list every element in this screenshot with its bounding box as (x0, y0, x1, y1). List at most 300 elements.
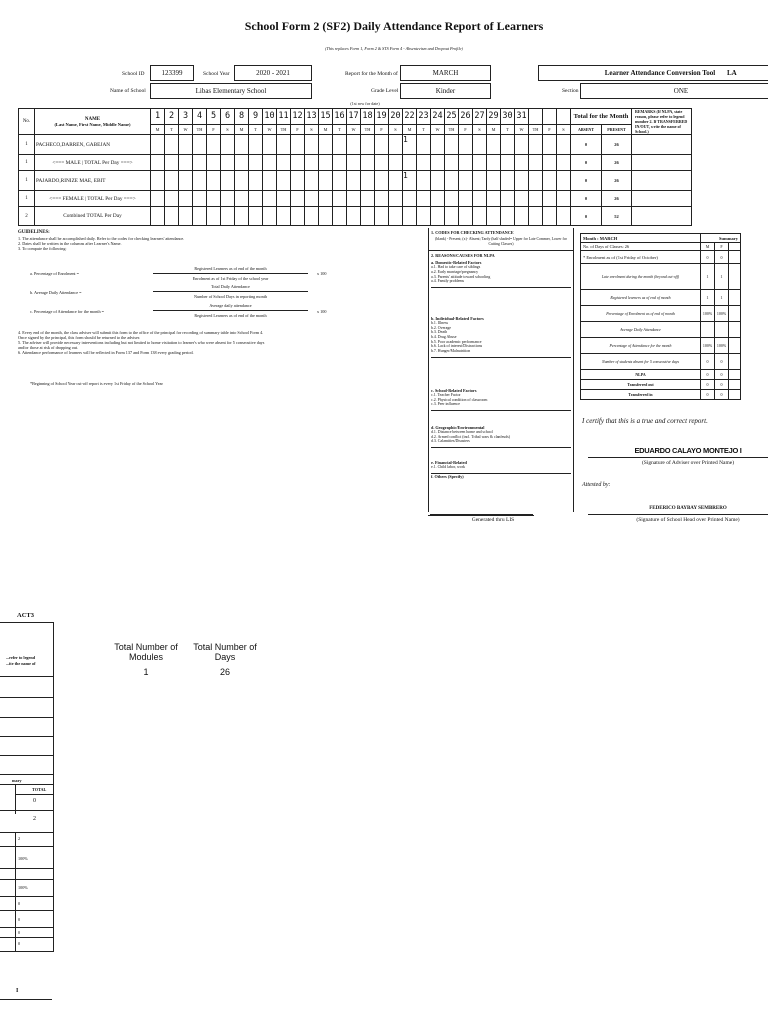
attendance-cell[interactable] (529, 207, 543, 226)
formula-a-label: a. Percentage of Enrolment = (30, 271, 79, 276)
attendance-cell[interactable] (375, 207, 389, 226)
learner-name: PAJARDO,RINIZE MAE, EBIT (35, 171, 151, 191)
attendance-cell[interactable] (431, 155, 445, 171)
attendance-cell[interactable] (389, 171, 403, 191)
grade-level-field: Kinder (400, 83, 491, 99)
summary-f-value: 0 (715, 370, 729, 380)
guideline-2: 2. Dates shall be written in the columns after Learner's Name. (18, 240, 122, 246)
attendance-cell[interactable] (529, 135, 543, 155)
attendance-cell[interactable] (515, 191, 529, 207)
attendance-cell[interactable] (529, 171, 543, 191)
day-header-6: 6 (221, 109, 235, 125)
table-row (19, 171, 692, 191)
attendance-cell[interactable] (151, 207, 165, 226)
summary-row (581, 380, 741, 390)
adviser-signature-label: (Signature of Adviser over Printed Name) (641, 460, 735, 466)
attendance-cell[interactable] (347, 191, 361, 207)
summary-row-label: Percentage of Enrolment as of end of month (581, 306, 701, 322)
attendance-cell[interactable] (193, 171, 207, 191)
attendance-cell[interactable] (221, 191, 235, 207)
absent-total: 0 (571, 207, 602, 226)
formula-b-den: Number of School Days in reporting month (193, 294, 268, 299)
reason-item: a.3. Parents' attitude toward schooling (431, 274, 491, 279)
weekday-header: W (515, 124, 529, 134)
attendance-cell[interactable] (459, 207, 473, 226)
attendance-cell[interactable] (333, 135, 347, 155)
attendance-cell[interactable] (221, 171, 235, 191)
day-header-29 (543, 109, 557, 125)
attendance-cell[interactable] (515, 171, 529, 191)
weekday-header: W (431, 124, 445, 134)
reason-section (429, 388, 573, 411)
weekday-header: F (291, 124, 305, 134)
attendance-cell[interactable] (235, 155, 249, 171)
attendance-cell[interactable] (305, 171, 319, 191)
reason-item: c.2. Physical condition of classroom (431, 397, 488, 402)
attendance-cell[interactable] (235, 135, 249, 155)
weekday-header: M (487, 124, 501, 134)
guideline-3: 3. To compute the following: (18, 245, 67, 251)
remarks-cell[interactable] (632, 155, 692, 171)
attendance-cell[interactable] (347, 155, 361, 171)
attendance-cell[interactable] (235, 191, 249, 207)
school-id-label: School ID (122, 71, 145, 77)
attendance-cell[interactable] (249, 135, 263, 155)
attendance-cell[interactable] (249, 191, 263, 207)
attendance-cell[interactable] (263, 135, 277, 155)
day-header-21: 24 (431, 109, 445, 125)
reason-item: d.1. Distance between home and school (431, 429, 493, 434)
weekday-header: T (417, 124, 431, 134)
attendance-cell[interactable] (249, 155, 263, 171)
attendance-cell[interactable] (179, 191, 193, 207)
summary-f-value: 1 (715, 290, 729, 306)
attendance-cell[interactable] (543, 191, 557, 207)
attendance-cell[interactable] (151, 171, 165, 191)
attendance-cell[interactable] (431, 207, 445, 226)
weekday-header: T (249, 124, 263, 134)
summary-m-value: 0 (701, 354, 715, 370)
attendance-cell[interactable] (403, 207, 417, 226)
attendance-cell[interactable] (333, 171, 347, 191)
attendance-cell[interactable] (333, 155, 347, 171)
total-month-header: Total for the Month (571, 109, 632, 125)
attendance-cell[interactable] (445, 171, 459, 191)
attendance-cell[interactable] (515, 155, 529, 171)
weekday-header: W (179, 124, 193, 134)
cutoff-footnote: *Beginning of School Year cut-off report is every 1st Friday of the School Year (30, 381, 163, 386)
reason-item: a.4. Family problems (431, 279, 465, 284)
attendance-cell[interactable] (459, 191, 473, 207)
attendance-cell[interactable] (543, 155, 557, 171)
formula-c-label: c. Percentage of Attendance for the month = (30, 309, 104, 314)
remarks-cell[interactable] (632, 135, 692, 155)
attendance-cell[interactable] (333, 191, 347, 207)
summary-table (580, 233, 741, 400)
attendance-cell[interactable] (165, 155, 179, 171)
attendance-cell[interactable] (403, 191, 417, 207)
grade-level-label: Grade Level (371, 88, 399, 94)
guidelines (18, 230, 428, 251)
attendance-cell[interactable] (305, 135, 319, 155)
note-6: 6. Attendance performance of learners will be reflected in Form 137 and Form 138 every grading period. (18, 350, 194, 356)
absent-total: 0 (571, 171, 602, 191)
remarks-fragment-1: ...refer to legend (6, 655, 36, 660)
attendance-cell[interactable] (543, 171, 557, 191)
day-header-4: 4 (193, 109, 207, 125)
attendance-cell[interactable] (389, 191, 403, 207)
attendance-cell[interactable] (473, 171, 487, 191)
reasons-list (429, 260, 573, 479)
no-header: No. (19, 109, 35, 135)
attendance-cell[interactable] (291, 191, 305, 207)
attendance-cell[interactable] (291, 207, 305, 226)
attendance-cell[interactable] (501, 171, 515, 191)
note-4: 4. Every end of the month, the class adviser will submit this form to the office of the principal for recording of summary table into School Form 4. (18, 330, 264, 335)
attendance-cell[interactable] (417, 191, 431, 207)
attendance-cell[interactable] (319, 207, 333, 226)
attendance-cell[interactable] (557, 171, 571, 191)
attendance-cell[interactable] (361, 207, 375, 226)
attendance-cell[interactable] (557, 135, 571, 155)
attendance-cell[interactable] (165, 191, 179, 207)
attendance-cell[interactable] (179, 171, 193, 191)
attendance-cell[interactable] (305, 207, 319, 226)
attendance-cell[interactable] (249, 207, 263, 226)
summary-f-header: F (715, 243, 729, 251)
attendance-cell[interactable]: 1 (403, 135, 417, 155)
attendance-cell[interactable] (487, 155, 501, 171)
attendance-cell[interactable] (487, 207, 501, 226)
attendance-grid (18, 108, 692, 226)
total-days-label: Total Number of Days (193, 642, 257, 662)
attendance-cell[interactable] (543, 207, 557, 226)
summary-row (581, 306, 741, 322)
reason-section (429, 316, 573, 358)
reason-item: b.4. Drug Abuse (431, 335, 457, 340)
attendance-cell[interactable] (417, 207, 431, 226)
weekday-header: W (263, 124, 277, 134)
attendance-cell[interactable] (473, 135, 487, 155)
attendance-cell[interactable] (221, 207, 235, 226)
attendance-cell[interactable] (515, 207, 529, 226)
attendance-cell[interactable] (361, 171, 375, 191)
attendance-cell[interactable] (445, 155, 459, 171)
attendance-cell[interactable] (263, 171, 277, 191)
attendance-cell[interactable] (193, 155, 207, 171)
attendance-cell[interactable] (473, 191, 487, 207)
attendance-cell[interactable] (291, 171, 305, 191)
weekday-header: M (319, 124, 333, 134)
frag-value-4: 100% (18, 856, 28, 861)
reason-item: e.1. Child labor, work (431, 465, 465, 469)
attendance-cell[interactable] (403, 155, 417, 171)
summary-row-label: * Enrolment as of (1st Friday of October) (581, 251, 701, 264)
attendance-cell[interactable] (179, 135, 193, 155)
attendance-cell[interactable] (473, 207, 487, 226)
formula-b-label: b. Average Daily Attendance = (30, 290, 82, 295)
attendance-cell[interactable] (221, 155, 235, 171)
weekday-header: S (473, 124, 487, 134)
attendance-cell[interactable] (291, 155, 305, 171)
attendance-cell[interactable] (305, 191, 319, 207)
attendance-cell[interactable] (417, 135, 431, 155)
attendance-cell[interactable] (277, 155, 291, 171)
day-header-9: 10 (263, 109, 277, 125)
attendance-cell[interactable] (417, 155, 431, 171)
present-total: 26 (602, 191, 632, 207)
summary-f-value: 100% (715, 306, 729, 322)
attendance-cell[interactable] (235, 207, 249, 226)
row-number: 1 (19, 171, 35, 191)
attendance-cell[interactable] (333, 207, 347, 226)
attendance-cell[interactable] (375, 155, 389, 171)
attendance-cell[interactable] (445, 135, 459, 155)
school-year-field: 2020 - 2021 (234, 65, 312, 81)
attendance-cell[interactable] (319, 155, 333, 171)
summary-f-value: 1 (715, 264, 729, 290)
summary-days: Summary (701, 234, 741, 243)
day-header-24: 27 (473, 109, 487, 125)
attendance-cell[interactable] (375, 135, 389, 155)
summary-m-value: 1 (701, 264, 715, 290)
frag-value-2: 2 (33, 816, 36, 822)
attendance-cell[interactable] (207, 155, 221, 171)
reason-item: b.7. Hunger/Malnutrition (431, 349, 471, 354)
weekday-header: F (459, 124, 473, 134)
weekday-header: S (305, 124, 319, 134)
attendance-cell[interactable] (207, 207, 221, 226)
attendance-cell[interactable] (277, 191, 291, 207)
summary-m-value: 0 (701, 251, 715, 264)
generated-thru-lis: Generated thru LIS (471, 517, 515, 523)
attendance-cell[interactable] (277, 135, 291, 155)
attendance-cell[interactable] (165, 207, 179, 226)
attendance-cell[interactable] (347, 135, 361, 155)
learner-name: <=== FEMALE | TOTAL Per Day ===> (35, 191, 151, 207)
attendance-cell[interactable] (263, 207, 277, 226)
attendance-cell[interactable] (361, 191, 375, 207)
attendance-cell[interactable] (361, 155, 375, 171)
day-header-10: 11 (277, 109, 291, 125)
summary-f-value: 0 (715, 380, 729, 390)
summary-month: Month : MARCH (581, 234, 701, 243)
attendance-cell[interactable] (543, 135, 557, 155)
attendance-cell[interactable] (557, 155, 571, 171)
day-header-28 (529, 109, 543, 125)
day-header-22: 25 (445, 109, 459, 125)
note-4b: Once signed by the principal, this form should be returned to the adviser. (18, 335, 141, 341)
note-5b: and/or those at risk of dropping out. (18, 345, 79, 351)
day-header-12: 13 (305, 109, 319, 125)
weekday-header: TH (193, 124, 207, 134)
attendance-cell[interactable] (193, 207, 207, 226)
summary-row-label: Average Daily Attendance (581, 322, 701, 338)
learner-name: <=== MALE | TOTAL Per Day ===> (35, 155, 151, 171)
weekday-header: TH (445, 124, 459, 134)
reason-item: b.6. Lack of interest/Distractions (431, 344, 483, 349)
month-label: Report for the Month of (345, 71, 398, 77)
reason-item: d.3. Calamities/Disasters (431, 439, 470, 444)
attendance-cell[interactable] (193, 135, 207, 155)
attendance-cell[interactable] (347, 171, 361, 191)
remarks-fragment-2: ...ite the name of (6, 661, 36, 666)
attendance-cell[interactable] (193, 191, 207, 207)
remarks-cell[interactable] (632, 171, 692, 191)
attendance-cell[interactable] (165, 171, 179, 191)
attendance-cell[interactable] (459, 155, 473, 171)
weekday-header: T (333, 124, 347, 134)
attendance-cell[interactable] (445, 207, 459, 226)
form-subtitle: (This replaces Form 1, Form 2 & STS Form 4 - Absenteeism and Dropout Profile) (325, 46, 463, 51)
summary-m-value: 0 (701, 380, 715, 390)
attendance-cell[interactable] (389, 155, 403, 171)
attendance-cell[interactable] (249, 171, 263, 191)
day-header-18: 20 (389, 109, 403, 125)
day-header-30 (557, 109, 571, 125)
frag-value-9: 0 (18, 941, 21, 946)
adviser-name: EDUARDO CALAYO MONTEJO I (634, 446, 742, 455)
day-header-5: 5 (207, 109, 221, 125)
day-header-16: 18 (361, 109, 375, 125)
attendance-cell[interactable] (431, 171, 445, 191)
attendance-cell[interactable] (515, 135, 529, 155)
reason-section-title: d. Geographic/Environmental (431, 424, 485, 430)
attendance-cell[interactable] (389, 135, 403, 155)
summary-m-value: 0 (701, 370, 715, 380)
attendance-cell[interactable] (179, 155, 193, 171)
summary-row-label: Percentage of Attendance for the month (581, 338, 701, 354)
attendance-cell[interactable] (165, 135, 179, 155)
attendance-cell[interactable] (151, 155, 165, 171)
formula-c-num: Average daily attendance (209, 303, 252, 308)
attendance-cell[interactable] (221, 135, 235, 155)
attendance-cell[interactable] (235, 171, 249, 191)
attendance-cell[interactable] (487, 171, 501, 191)
weekday-header: M (151, 124, 165, 134)
weekday-header: F (207, 124, 221, 134)
school-name-field: Libas Elementary School (150, 83, 312, 99)
attendance-cell[interactable] (179, 207, 193, 226)
table-row (19, 207, 692, 226)
attendance-cell[interactable] (389, 207, 403, 226)
attendance-cell[interactable] (319, 191, 333, 207)
formula-c-den: Registered Learners as of end of the month (194, 313, 267, 318)
month-field: MARCH (400, 65, 491, 81)
attendance-cell[interactable] (417, 171, 431, 191)
summary-m-value: 1 (701, 290, 715, 306)
attendance-cell[interactable] (361, 135, 375, 155)
formula-c-x100: x 100 (317, 309, 327, 314)
attendance-cell[interactable] (501, 155, 515, 171)
attendance-cell[interactable] (459, 171, 473, 191)
summary-f-value (715, 322, 729, 338)
summary-row (581, 354, 741, 370)
summary-m-value: 100% (701, 338, 715, 354)
attendance-cell[interactable] (459, 135, 473, 155)
attendance-cell[interactable] (207, 135, 221, 155)
attendance-cell[interactable] (263, 155, 277, 171)
frag-value-1: 0 (33, 798, 36, 804)
attendance-cell[interactable] (431, 191, 445, 207)
learner-name: Combined TOTAL Per Day (35, 207, 151, 226)
attendance-cell[interactable] (501, 207, 515, 226)
attendance-cell[interactable] (557, 207, 571, 226)
attendance-cell[interactable] (207, 171, 221, 191)
attendance-cell[interactable] (319, 135, 333, 155)
reason-section-title: a. Domestic-Related Factors (431, 260, 482, 266)
attendance-cell[interactable] (305, 155, 319, 171)
attendance-cell[interactable] (473, 155, 487, 171)
attendance-cell[interactable] (431, 135, 445, 155)
frag-value-3: 2 (18, 836, 21, 841)
day-header-3: 3 (179, 109, 193, 125)
table-row (19, 191, 692, 207)
attendance-cell[interactable] (151, 191, 165, 207)
school-name-label: Name of School (110, 88, 146, 94)
summary-row (581, 251, 741, 264)
attendance-cell[interactable]: 1 (403, 171, 417, 191)
day-header-25: 29 (487, 109, 501, 125)
present-header: PRESENT (602, 124, 632, 134)
reason-item: c.3. Peer influence (431, 402, 460, 407)
frag-value-6: 0 (18, 901, 21, 906)
present-total: 26 (602, 135, 632, 155)
attendance-cell[interactable] (347, 207, 361, 226)
attendance-cell[interactable] (501, 191, 515, 207)
attendance-cell[interactable] (277, 207, 291, 226)
summary-m-value (701, 322, 715, 338)
attendance-cell[interactable] (263, 191, 277, 207)
reason-item: b.2. Overage (431, 325, 451, 330)
weekday-header: F (543, 124, 557, 134)
summary-row-label: Transferred in (581, 390, 701, 400)
attendance-cell[interactable] (207, 191, 221, 207)
summary-m-header: M (701, 243, 715, 251)
row-number: 1 (19, 191, 35, 207)
reason-item: a.2. Early marriage/pregnancy (431, 269, 479, 274)
attendance-cell[interactable] (557, 191, 571, 207)
attendance-cell[interactable] (501, 135, 515, 155)
absent-header: ABSENT (571, 124, 602, 134)
day-header-13: 15 (319, 109, 333, 125)
attendance-cell[interactable] (487, 135, 501, 155)
learner-name: PACHECO,DARREN, GABEJAN (35, 135, 151, 155)
row-number: 1 (19, 135, 35, 155)
attendance-cell[interactable] (319, 171, 333, 191)
summary-f-value: 0 (715, 390, 729, 400)
attendance-cell[interactable] (375, 191, 389, 207)
school-id-field: 123399 (150, 65, 194, 81)
attendance-cell[interactable] (277, 171, 291, 191)
attendance-cell[interactable] (487, 191, 501, 207)
attendance-cell[interactable] (529, 191, 543, 207)
weekday-header: T (165, 124, 179, 134)
name-header: NAME (Last Name, First Name, Middle Name) (35, 109, 151, 135)
bottom-fragment: I (16, 988, 19, 994)
attendance-cell[interactable] (529, 155, 543, 171)
reason-item: d.2. Armed conflict (incl. Tribal wars & clanfeuds) (431, 434, 511, 439)
attendance-cell[interactable] (445, 191, 459, 207)
remarks-cell[interactable] (632, 191, 692, 207)
weekday-header: M (235, 124, 249, 134)
weekday-header: S (221, 124, 235, 134)
attendance-cell[interactable] (151, 135, 165, 155)
attendance-cell[interactable] (375, 171, 389, 191)
attendance-cell[interactable] (291, 135, 305, 155)
remarks-cell[interactable] (632, 207, 692, 226)
day-header-17: 19 (375, 109, 389, 125)
